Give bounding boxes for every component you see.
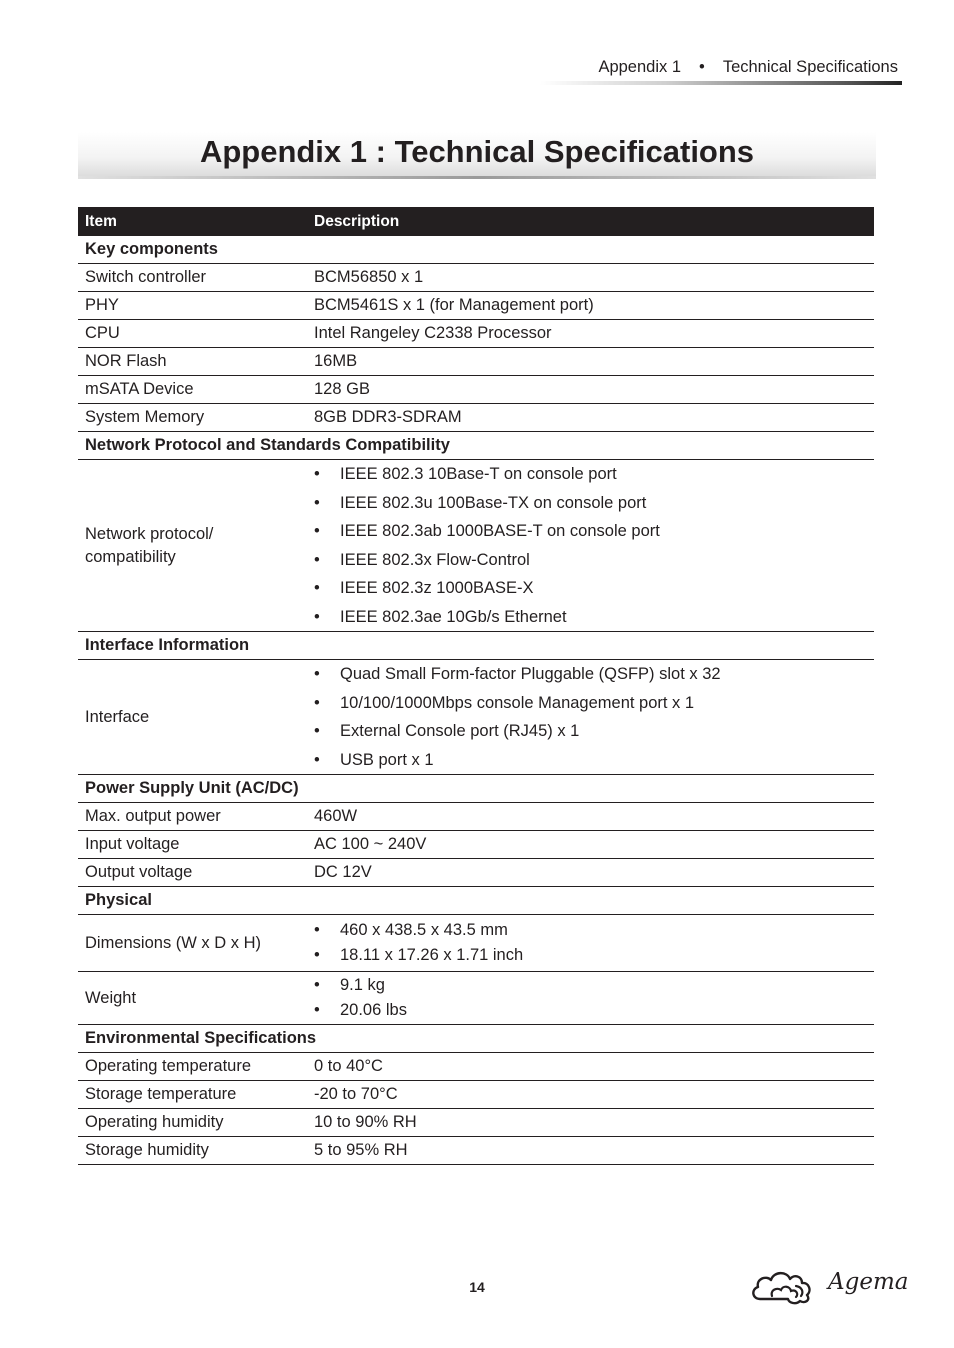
section-row	[78, 1025, 874, 1053]
description-cell: BCM5461S x 1 (for Management port)	[307, 292, 874, 320]
page-title: Appendix 1 : Technical Specifications	[199, 134, 755, 169]
spec-table	[78, 207, 874, 1165]
table-row	[78, 831, 874, 859]
item-line: Network protocol/	[85, 524, 214, 543]
table-row	[78, 1137, 874, 1165]
table-row	[78, 460, 874, 632]
table-row	[78, 264, 874, 292]
description-cell: Intel Rangeley C2338 Processor	[307, 320, 874, 348]
item-line: compatibility	[85, 547, 176, 566]
section-title: Key components	[78, 236, 874, 264]
item-cell: Storage temperature	[78, 1081, 307, 1109]
item-cell: Output voltage	[78, 859, 307, 887]
brand-logo	[750, 1266, 910, 1306]
section-title: Network Protocol and Standards Compatibility	[78, 432, 874, 460]
list-item: • 460 x 438.5 x 43.5 mm	[314, 918, 874, 943]
description-cell: BCM56850 x 1	[307, 264, 874, 292]
table-row	[78, 320, 874, 348]
item-cell: Operating temperature	[78, 1053, 307, 1081]
bullet-list	[314, 915, 874, 971]
running-header	[540, 56, 902, 86]
description-cell	[307, 460, 874, 632]
list-item: • IEEE 802.3u 100Base-TX on console port	[314, 489, 874, 518]
list-item: • IEEE 802.3 10Base-T on console port	[314, 460, 874, 489]
table-row	[78, 404, 874, 432]
table-row	[78, 1109, 874, 1137]
brand-name: Agema	[828, 1269, 909, 1295]
column-header-description: Description	[307, 207, 874, 236]
item-cell: NOR Flash	[78, 348, 307, 376]
table-row	[78, 972, 874, 1025]
item-cell: Operating humidity	[78, 1109, 307, 1137]
item-cell: Dimensions (W x D x H)	[78, 915, 307, 972]
section-row	[78, 632, 874, 660]
item-cell: Weight	[78, 972, 307, 1025]
description-cell: 460W	[307, 803, 874, 831]
list-item: • 9.1 kg	[314, 973, 874, 998]
bullet-list	[314, 460, 874, 631]
header-chapter: Technical Specifications	[722, 58, 898, 76]
description-cell: AC 100 ~ 240V	[307, 831, 874, 859]
list-item: • 20.06 lbs	[314, 998, 874, 1023]
list-item: • IEEE 802.3x Flow-Control	[314, 546, 874, 575]
table-row	[78, 859, 874, 887]
table-row	[78, 660, 874, 775]
table-row	[78, 915, 874, 972]
list-item: • IEEE 802.3z 1000BASE-X	[314, 574, 874, 603]
section-title: Physical	[78, 887, 874, 915]
section-title: Power Supply Unit (AC/DC)	[78, 775, 874, 803]
list-item: • 18.11 x 17.26 x 1.71 inch	[314, 943, 874, 968]
description-cell: 5 to 95% RH	[307, 1137, 874, 1165]
description-cell	[307, 660, 874, 775]
list-item: • USB port x 1	[314, 746, 874, 775]
item-cell: mSATA Device	[78, 376, 307, 404]
table-row	[78, 348, 874, 376]
item-cell: Input voltage	[78, 831, 307, 859]
list-item: • External Console port (RJ45) x 1	[314, 717, 874, 746]
item-cell: Interface	[78, 660, 307, 775]
section-title: Interface Information	[78, 632, 874, 660]
table-row	[78, 376, 874, 404]
table-header-row	[78, 207, 874, 236]
column-header-item: Item	[78, 207, 307, 236]
table-row	[78, 1053, 874, 1081]
item-cell	[78, 460, 307, 632]
description-cell: 10 to 90% RH	[307, 1109, 874, 1137]
header-section: Appendix 1	[598, 58, 682, 76]
item-cell: Storage humidity	[78, 1137, 307, 1165]
section-row	[78, 775, 874, 803]
item-cell: Switch controller	[78, 264, 307, 292]
item-cell: CPU	[78, 320, 307, 348]
description-cell: DC 12V	[307, 859, 874, 887]
header-separator: •	[699, 58, 705, 76]
bullet-list	[314, 972, 874, 1024]
description-cell: -20 to 70°C	[307, 1081, 874, 1109]
title-underline	[78, 176, 876, 179]
running-header-text	[598, 58, 898, 77]
section-title: Environmental Specifications	[78, 1025, 874, 1053]
description-cell	[307, 972, 874, 1025]
description-cell: 128 GB	[307, 376, 874, 404]
title-band	[78, 132, 876, 179]
description-cell: 8GB DDR3-SDRAM	[307, 404, 874, 432]
bullet-list	[314, 660, 874, 774]
table-row	[78, 803, 874, 831]
header-rule	[540, 81, 902, 85]
description-cell: 16MB	[307, 348, 874, 376]
item-cell: System Memory	[78, 404, 307, 432]
list-item: • Quad Small Form-factor Pluggable (QSFP) slot x 32	[314, 660, 874, 689]
section-row	[78, 887, 874, 915]
description-cell	[307, 915, 874, 972]
list-item: • IEEE 802.3ae 10Gb/s Ethernet	[314, 603, 874, 632]
description-cell: 0 to 40°C	[307, 1053, 874, 1081]
section-row	[78, 432, 874, 460]
list-item: • 10/100/1000Mbps console Management port x 1	[314, 689, 874, 718]
item-cell: PHY	[78, 292, 307, 320]
page-number: 14	[469, 1279, 485, 1295]
item-cell: Max. output power	[78, 803, 307, 831]
cloud-logo-icon	[750, 1266, 826, 1306]
section-row	[78, 236, 874, 264]
list-item: • IEEE 802.3ab 1000BASE-T on console port	[314, 517, 874, 546]
table-row	[78, 292, 874, 320]
table-row	[78, 1081, 874, 1109]
